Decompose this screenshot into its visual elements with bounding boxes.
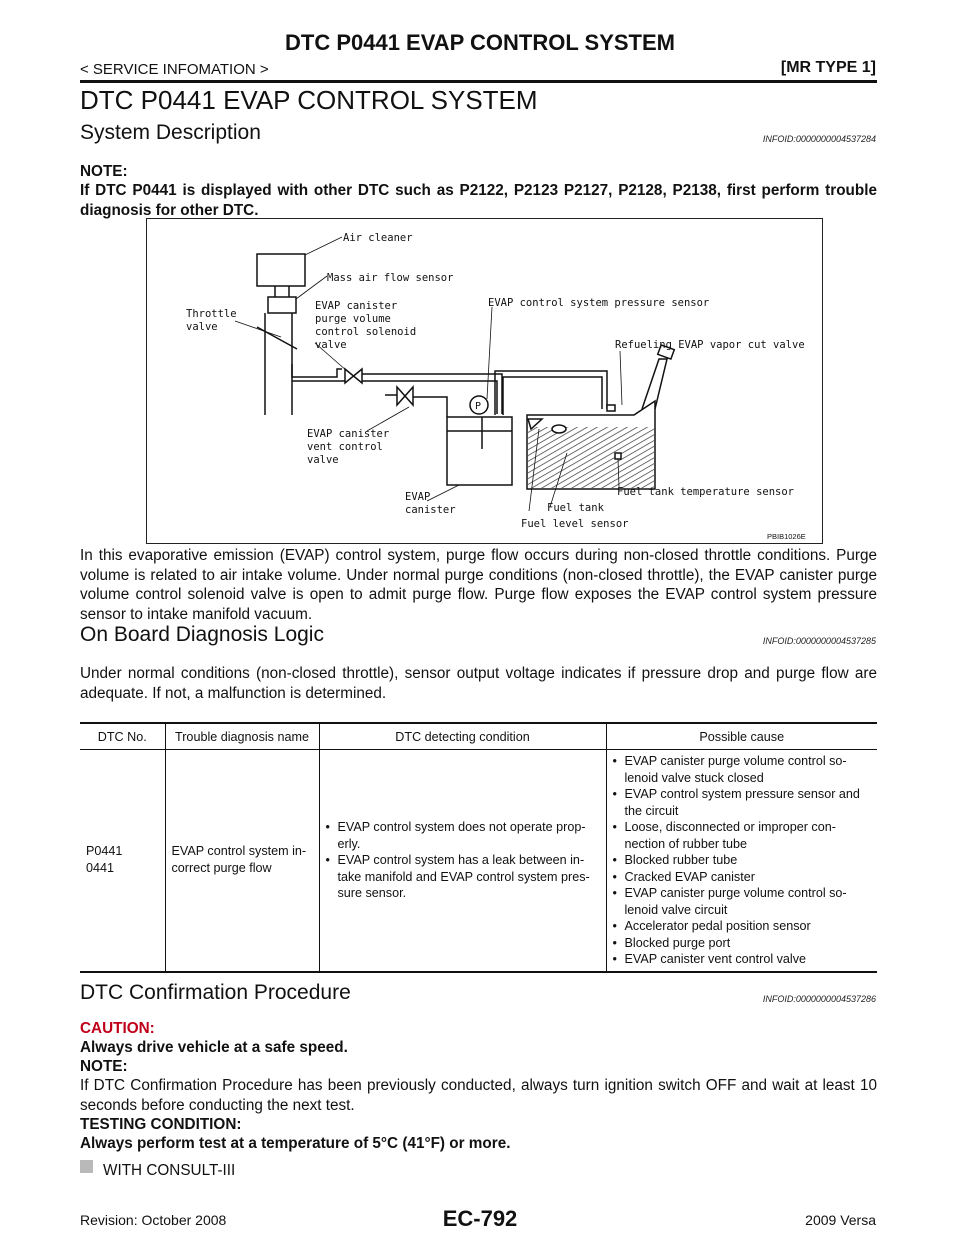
table-row: [80, 750, 877, 972]
trouble-name-cell: [165, 750, 319, 972]
note-text-2: If DTC Confirmation Procedure has been previously conducted, always turn ignition switch OFF and wait at least 10 seconds before conducting the next test.: [80, 1077, 877, 1114]
list-item: • Blocked rubber tube: [613, 852, 872, 869]
label-purge-valve-1: EVAP canister: [315, 300, 398, 312]
fuel-liquid: [528, 427, 654, 488]
running-header-title: DTC P0441 EVAP CONTROL SYSTEM: [285, 30, 675, 55]
vent-valve-symbol: [397, 387, 413, 405]
label-canister-2: canister: [405, 504, 456, 516]
canister-shape: [447, 417, 512, 485]
evap-system-diagram: [146, 218, 823, 544]
trouble-name-line-1: EVAP control system in-: [171, 844, 307, 859]
label-throttle-2: valve: [186, 321, 218, 333]
obd-logic-info-id: INFOID:0000000004537285: [762, 636, 876, 646]
col-header-possible-cause: Possible cause: [606, 723, 877, 750]
confirmation-heading: DTC Confirmation Procedure: [80, 981, 351, 1004]
dtc-no-line-2: 0441: [86, 861, 115, 876]
col-header-trouble-name: Trouble diagnosis name: [165, 723, 319, 750]
engine-type-label: [MR TYPE 1]: [780, 59, 876, 76]
service-info-label: < SERVICE INFOMATION >: [80, 61, 269, 78]
label-vent-valve-2: vent control: [307, 441, 383, 453]
list-item: • Accelerator pedal position sensor: [613, 918, 872, 935]
testing-condition-text: Always perform test at a temperature of 5°C (41°F) or more.: [80, 1135, 511, 1152]
throttle-plate: [257, 327, 297, 349]
label-fuel-tank: Fuel tank: [547, 502, 604, 514]
pressure-sensor-p-mark: P: [475, 401, 482, 412]
label-refueling-valve: Refueling EVAP vapor cut valve: [615, 339, 805, 351]
list-item: • Cracked EVAP canister: [613, 869, 872, 886]
with-consult-label: WITH CONSULT-III: [103, 1162, 236, 1179]
trouble-name-line-2: correct purge flow: [171, 861, 272, 876]
detecting-condition-cell: [319, 750, 606, 972]
air-cleaner-shape: [257, 254, 305, 286]
label-purge-valve-2: purge volume: [315, 313, 391, 325]
testing-condition-label: TESTING CONDITION:: [80, 1116, 242, 1133]
note-text: If DTC P0441 is displayed with other DTC such as P2122, P2123 P2127, P2128, P2138, first perform trouble diagnosis for other DTC.: [80, 182, 877, 219]
obd-logic-heading: On Board Diagnosis Logic: [80, 623, 324, 646]
page-title: DTC P0441 EVAP CONTROL SYSTEM: [80, 85, 538, 115]
list-item: • EVAP canister purge volume control so-lenoid valve stuck closed: [613, 753, 872, 786]
list-item: • EVAP control system does not operate prop-erly.: [326, 819, 600, 852]
diagram-code: PBIB1026E: [767, 532, 806, 541]
list-item: • EVAP control system has a leak between in-take manifold and EVAP control system pres-sure sensor.: [326, 852, 600, 902]
condition-list: [326, 819, 600, 902]
obd-logic-body: Under normal conditions (non-closed throttle), sensor output voltage indicates if pressure drop and purge flow are adequate. If not, a malfunction is determined.: [80, 665, 877, 702]
possible-cause-cell: [606, 750, 877, 972]
purge-valve-symbol: [345, 369, 362, 383]
consult-square-icon: [80, 1160, 93, 1173]
dtc-table: [80, 722, 877, 973]
label-purge-valve-4: valve: [315, 339, 347, 351]
col-header-detecting-condition: DTC detecting condition: [319, 723, 606, 750]
caution-label: CAUTION:: [80, 1020, 155, 1037]
dtc-no-cell: [80, 750, 165, 972]
label-pressure-sensor: EVAP control system pressure sensor: [488, 297, 710, 309]
confirmation-info-id: INFOID:0000000004537286: [762, 994, 876, 1004]
label-purge-valve-3: control solenoid: [315, 326, 417, 338]
dtc-no-line-1: P0441: [86, 844, 123, 859]
col-header-dtc-no: DTC No.: [80, 723, 165, 750]
header-rule: [80, 80, 877, 83]
list-item: • Blocked purge port: [613, 935, 872, 952]
note-label-2: NOTE:: [80, 1058, 128, 1075]
label-air-cleaner: Air cleaner: [343, 232, 413, 244]
list-item: • Loose, disconnected or improper con-nection of rubber tube: [613, 819, 872, 852]
note-label: NOTE:: [80, 163, 128, 180]
label-fuel-level-sensor: Fuel level sensor: [521, 518, 629, 530]
footer-model: 2009 Versa: [805, 1212, 876, 1228]
evap-diagram-svg: [147, 219, 822, 543]
label-throttle-1: Throttle: [186, 308, 237, 320]
label-vent-valve-1: EVAP canister: [307, 428, 390, 440]
list-item: • EVAP canister vent control valve: [613, 951, 872, 968]
system-description-info-id: INFOID:0000000004537284: [762, 134, 876, 144]
label-canister-1: EVAP: [405, 491, 431, 503]
maf-sensor-shape: [268, 297, 296, 313]
system-description-body: In this evaporative emission (EVAP) control system, purge flow occurs during non-closed throttle conditions. Purge volume is related to air intake volume. Under normal purge conditions (non-closed throttle), the EVAP canister purge volume control solenoid valve is open to admit purge flow. Purge flow exposes the EVAP control system pressure sensor to intake manifold vacuum.: [80, 547, 877, 623]
label-maf-sensor: Mass air flow sensor: [327, 272, 454, 284]
list-item: • EVAP control system pressure sensor and the circuit: [613, 786, 872, 819]
cause-list: [613, 753, 872, 968]
caution-text: Always drive vehicle at a safe speed.: [80, 1039, 348, 1056]
label-fuel-temp-sensor: Fuel tank temperature sensor: [617, 486, 795, 498]
system-description-heading: System Description: [80, 121, 261, 144]
dtc-table-header-row: [80, 723, 877, 750]
footer-revision: Revision: October 2008: [80, 1212, 227, 1228]
label-vent-valve-3: valve: [307, 454, 339, 466]
list-item: • EVAP canister purge volume control so-lenoid valve circuit: [613, 885, 872, 918]
footer-page-number: EC-792: [442, 1206, 518, 1231]
